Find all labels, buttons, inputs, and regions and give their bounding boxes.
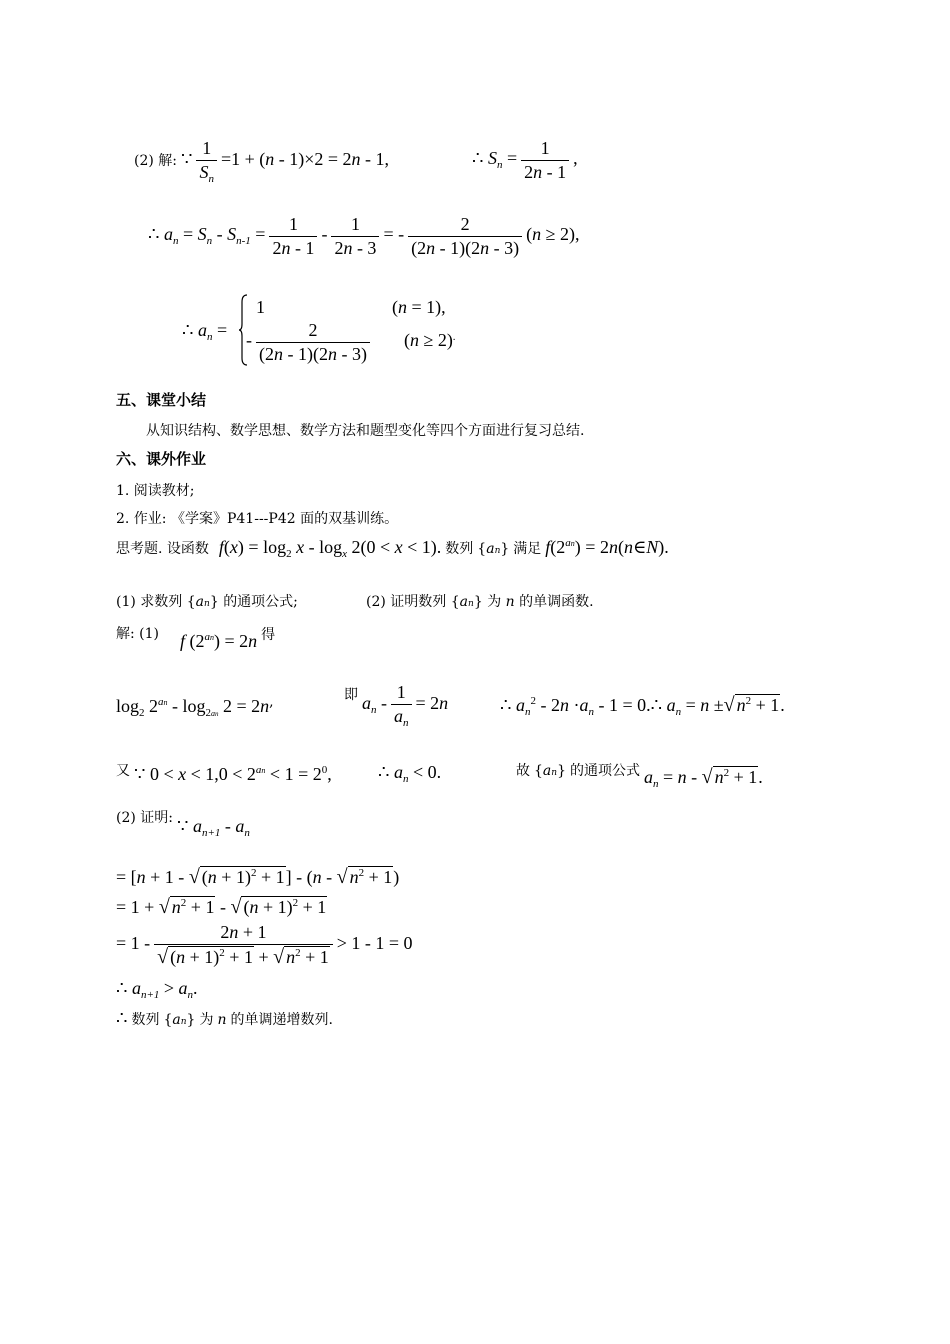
proof-conclusion: ∴ $a_{n+1} > a_n$. [116,978,198,1001]
solution-ji: 即 $a_n$ - $\frac{1}{a_n}$ = 2n [344,682,449,729]
solution-an-negative: ∴ $a_n < 0$. [378,762,442,785]
think-label: 思考题. 设函数 [116,541,209,557]
question-2: (2) 证明数列 {an} 为 n 的单调函数. [366,594,594,610]
proof-header: (2) 证明: ∵ $a_{n+1} - a_n$ [116,810,250,839]
homework-item-2: 2. 作业: 《学案》P41---P42 面的双基训练。 [116,511,399,527]
section6-title: 六、课外作业 [116,450,207,468]
solution-you: 又 ∵ $0 < x < 1,0 < 2^{an} < 1 = 2^0$, [116,763,332,784]
solution-quadratic: ∴ $a_n^2 - 2n \cdot a_n - 1$ = 0.∴ $a_n = n$ ±√ $n^2 + 1$. [500,694,785,718]
think-question: 思考题. 设函数 $f(x) = \log_2 x - \log_x 2(0 < x < 1)$. 数列 {an} 满足 $f(2^{an})$ = 2n(n∈N). [116,537,669,560]
part2-line1: (2) 解: ∵ $\frac{1}{S_n}$ =1 + (n - 1)×2 = 2n - 1, [134,138,390,185]
piecewise-case1-cond: (n = 1), [392,297,446,317]
piecewise-lhs: ∴ $a_n$ = [182,320,228,343]
piecewise-case2-cond: (n ≥ 2). [404,330,456,350]
section5-body: 从知识结构、数学思想、数学方法和题型变化等四个方面进行复习总结. [146,423,585,439]
section5-title: 五、课堂小结 [116,391,207,409]
part2-an-formula: ∴ $a_n = S_n - S_{n-1}$ = $\frac{1}{2n - 1}$ - $\frac{1}{2n - 3}$ = - $\frac{2}{(2n - 1)(2n - 3)}$ (n ≥ 2), [148,214,580,258]
solution-given: f $(2^{an}) = 2n$ 得 [180,627,276,651]
proof-step-3: = 1 - $\frac{2n + 1}{√ (n + 1)^2 + 1 + √ n^2 + 1}$ > 1 - 1 = 0 [116,922,413,968]
proof-step-2: = 1 + √ $n^2 + 1$ - √ $(n + 1)^2 + 1$ [116,896,327,918]
piecewise-case2-value: - $\frac{2}{(2n - 1)(2n - 3)}$ [246,320,370,365]
solution-gu: 故 {an} 的通项公式 $a_n = n$ - √ $n^2 + 1$. [516,763,763,790]
solution-label: 解: (1) [116,626,159,642]
part2-label: (2) 解: [134,153,177,170]
solution-log-eq: $\log_2 2^{an} - \log_{2an} 2 = 2n$, [116,694,274,719]
question-1: (1) 求数列 {an} 的通项公式; [116,594,298,610]
proof-step-1: = [n + 1 - √ $(n + 1)^2 + 1] - (n$ - √ $n^2 + 1$) [116,866,400,888]
proof-final: ∴ 数列 {an} 为 n 的单调递增数列. [116,1008,333,1028]
homework-item-1: 1. 阅读教材; [116,483,195,499]
fraction-1-over-Sn: $\frac{1}{S_n}$ [196,138,217,185]
part2-sn-formula: ∴ $S_n$ = $\frac{1}{2n - 1}$ , [472,138,578,182]
piecewise-case1-value: 1 [256,297,265,317]
